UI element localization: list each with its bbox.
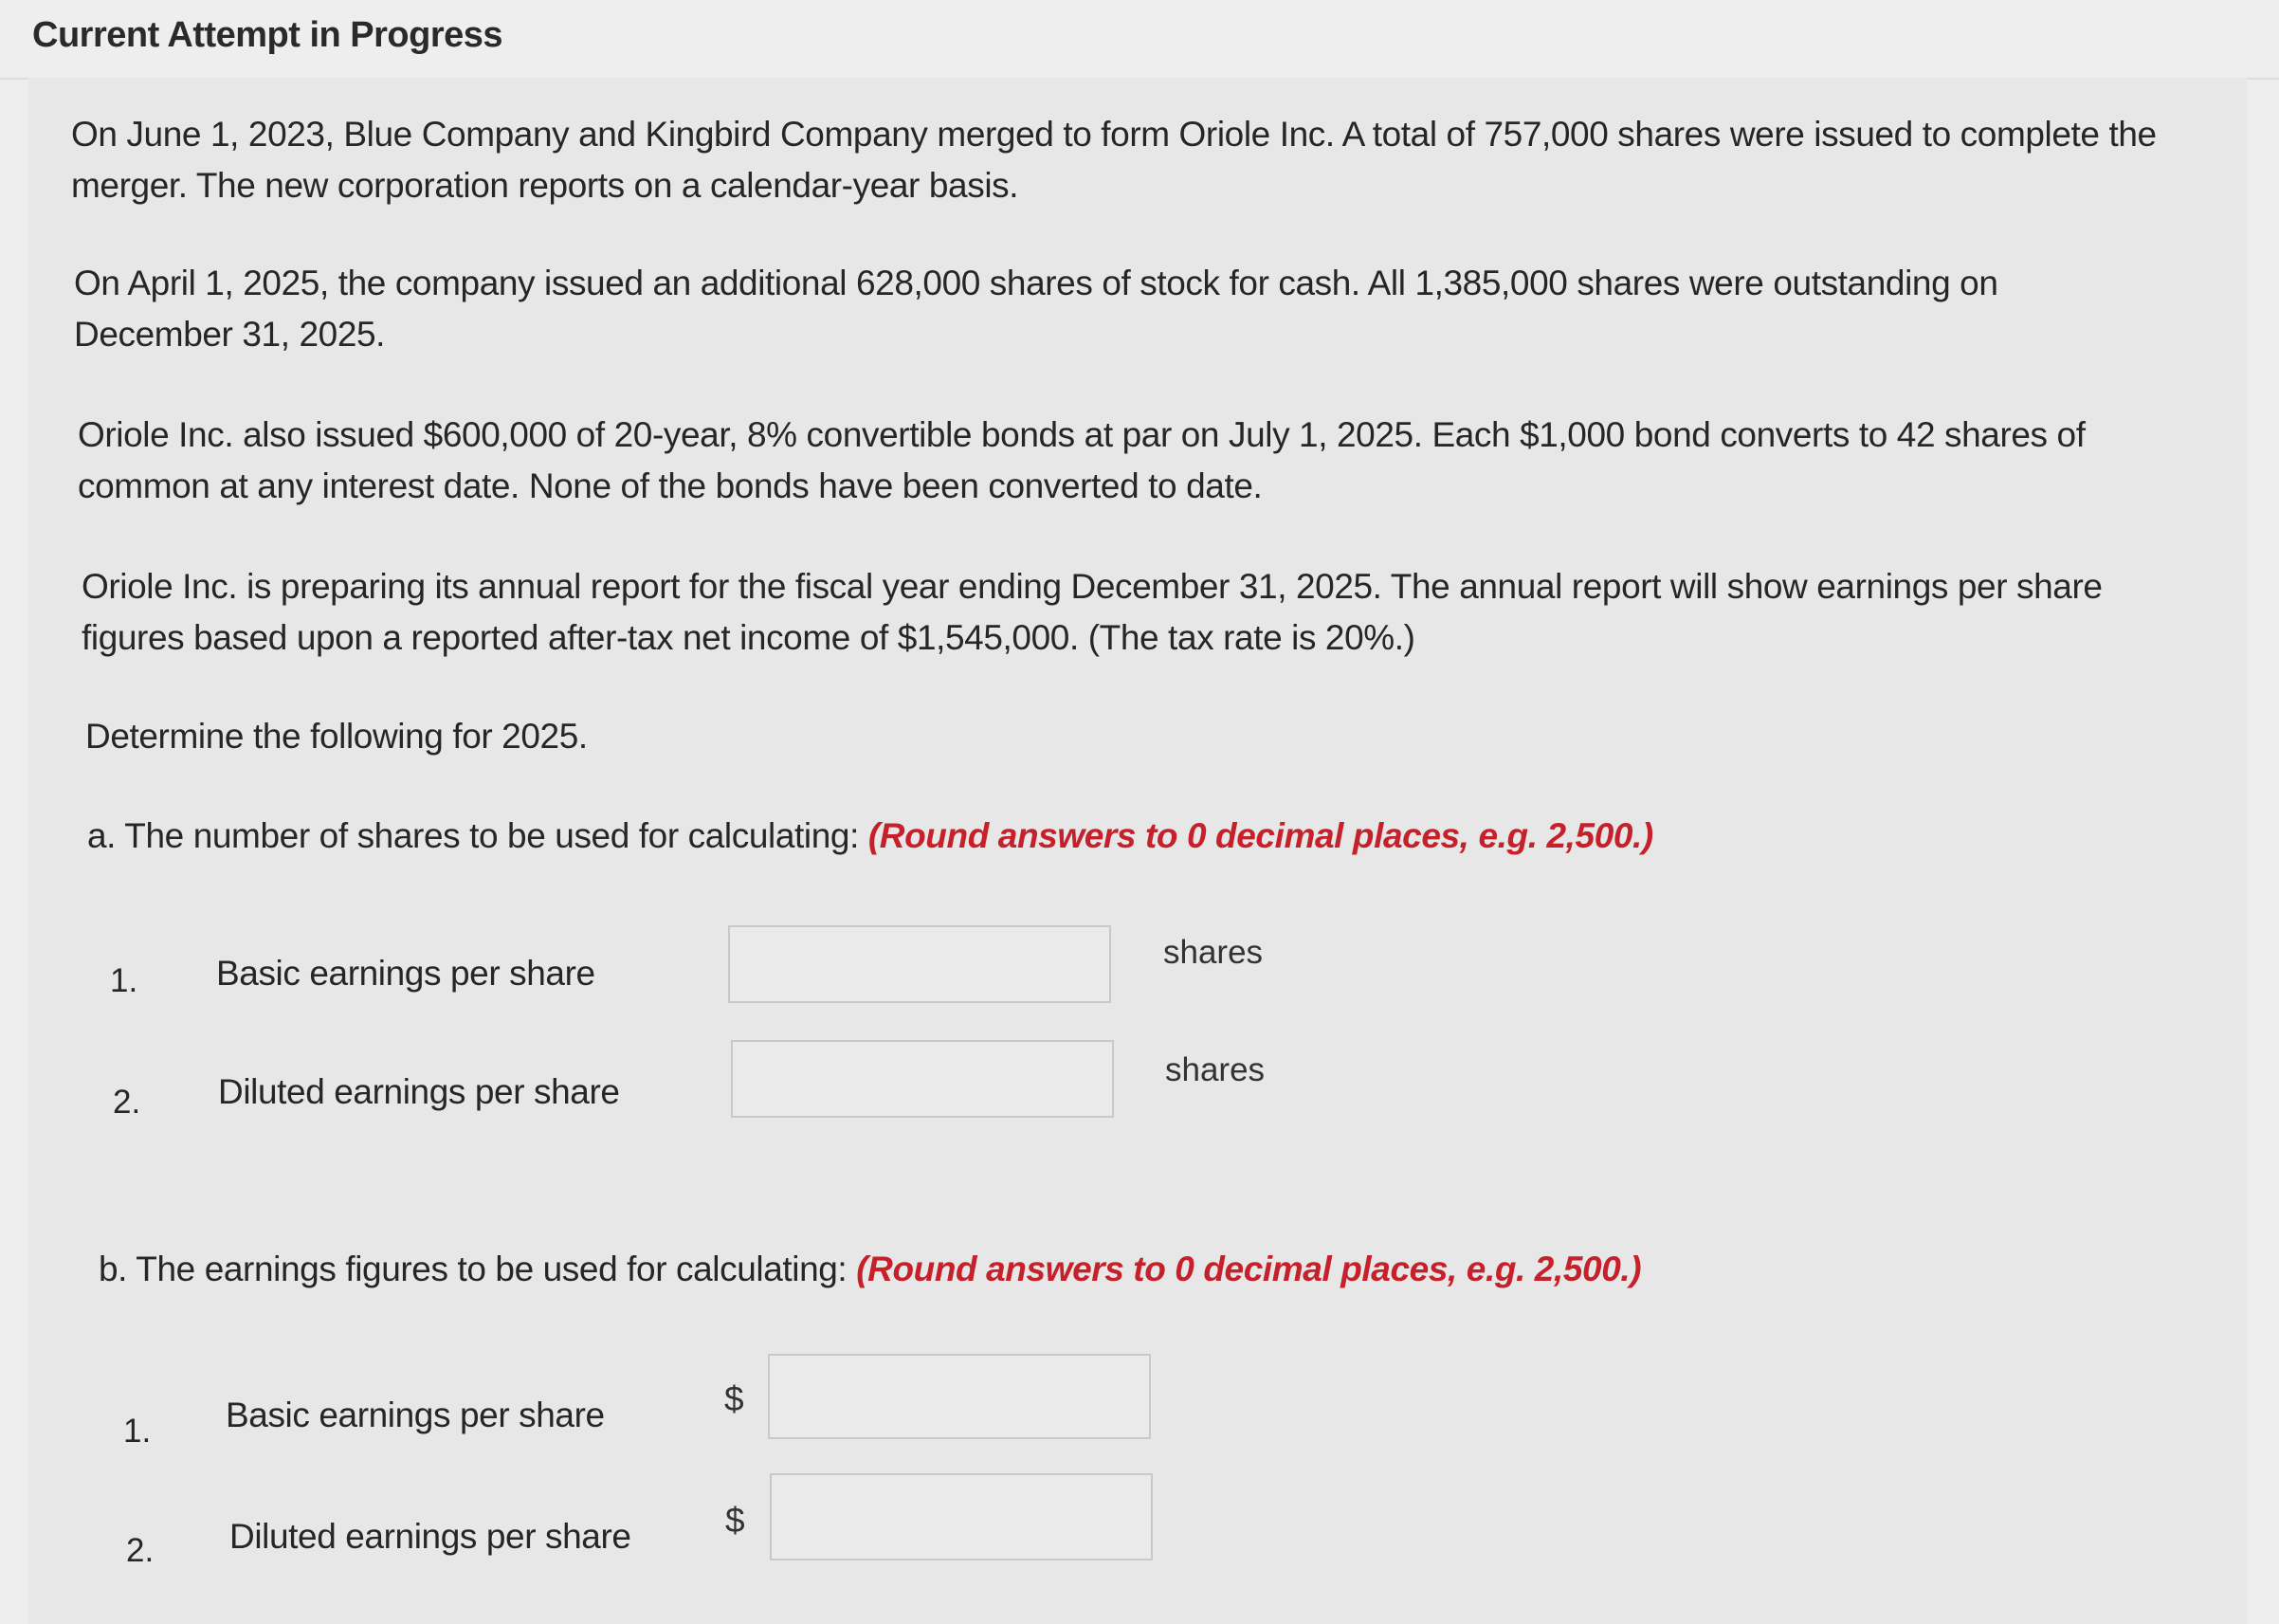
- diluted-eps-earnings-input[interactable]: [770, 1473, 1153, 1560]
- part-a-question-text: a. The number of shares to be used for calculating:: [87, 816, 859, 855]
- part-b-row-2-currency: $: [725, 1501, 745, 1540]
- page-title: Current Attempt in Progress: [32, 15, 503, 55]
- part-a-row-2-label: Diluted earnings per share: [218, 1072, 620, 1111]
- part-b-hint: (Round answers to 0 decimal places, e.g. 2,500.): [856, 1250, 1642, 1288]
- part-b-row-2-number: 2.: [126, 1532, 155, 1569]
- part-a-row-1-label: Basic earnings per share: [216, 954, 595, 993]
- problem-paragraph-4: Oriole Inc. is preparing its annual report for the fiscal year ending December 31, 2025. The annual report will show earnings per share figures based upon a reported after-tax net income of $1,545,000. (The tax rate is 20%.): [82, 567, 2103, 657]
- part-a-question: [87, 816, 1653, 856]
- instruction-text: Determine the following for 2025.: [85, 717, 588, 756]
- part-b-row-1-label: Basic earnings per share: [226, 1396, 605, 1434]
- part-a-row-1-unit: shares: [1163, 934, 1264, 971]
- basic-eps-earnings-input[interactable]: [768, 1354, 1151, 1439]
- part-a-row-2-unit: shares: [1165, 1051, 1266, 1088]
- part-b-question-text: b. The earnings figures to be used for calculating:: [99, 1250, 848, 1288]
- header-bar: [0, 0, 2279, 80]
- part-b-row-1-currency: $: [724, 1379, 744, 1418]
- part-a-row-1-number: 1.: [110, 962, 138, 999]
- part-b-row-2-label: Diluted earnings per share: [229, 1517, 631, 1556]
- part-a-hint: (Round answers to 0 decimal places, e.g. 2,500.): [867, 816, 1653, 855]
- problem-paragraph-1: On June 1, 2023, Blue Company and Kingbird Company merged to form Oriole Inc. A total of 757,000 shares were issued to complete the merger. The new corporation reports on a calendar-year basis.: [71, 115, 2157, 205]
- problem-paragraph-2: On April 1, 2025, the company issued an additional 628,000 shares of stock for cash. All 1,385,000 shares were outstanding on December 31, 2025.: [74, 264, 1998, 354]
- part-b-row-1-number: 1.: [123, 1413, 152, 1450]
- basic-eps-shares-input[interactable]: [728, 925, 1111, 1003]
- problem-paragraph-3: Oriole Inc. also issued $600,000 of 20-year, 8% convertible bonds at par on July 1, 2025. Each $1,000 bond converts to 42 shares of common at any interest date. None of the bonds have been converted to date.: [78, 415, 2086, 505]
- diluted-eps-shares-input[interactable]: [731, 1040, 1114, 1118]
- part-a-row-2-number: 2.: [113, 1084, 141, 1121]
- part-b-question: [99, 1250, 1641, 1289]
